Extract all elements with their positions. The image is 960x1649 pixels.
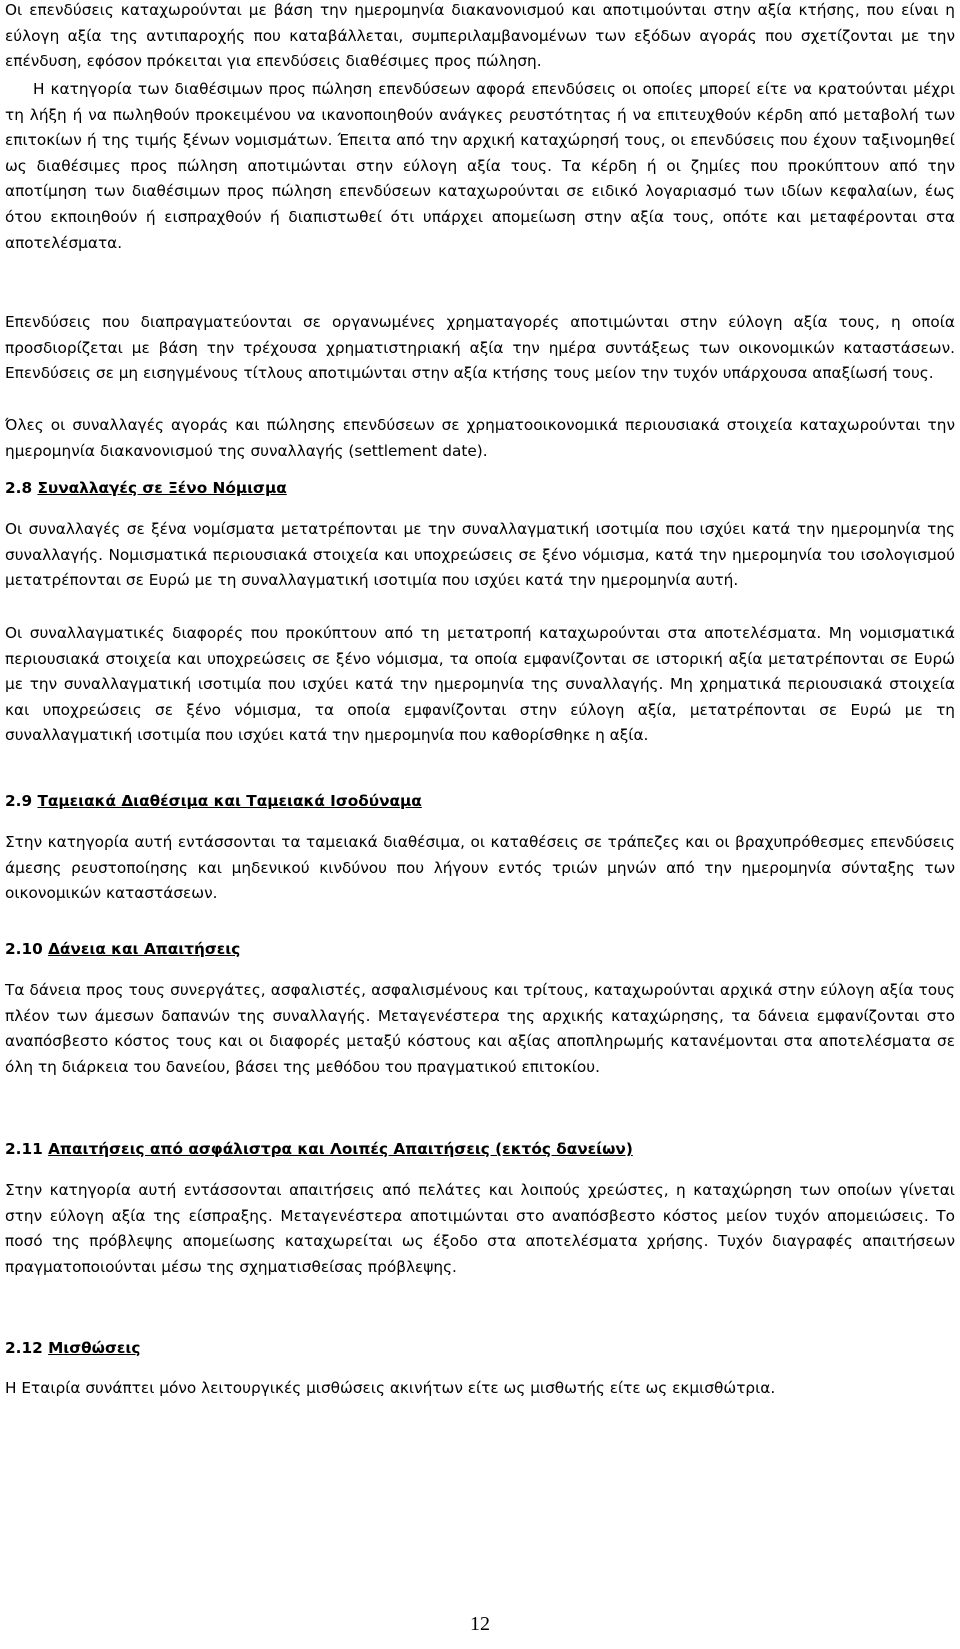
paragraph-loans: Τα δάνεια προς τους συνεργάτες, ασφαλιστές, ασφαλισμένους και τρίτους, καταχωρούνται αρχικά στην εύλογη αξία τους πλέον των άμεσων δαπανών της συναλλαγής. Μεταγενέστερα της αρχικής καταχώρησης, τα δάνεια εμφανίζονται στο αναπόσβεστο κόστος τους και οι διαφορές μεταξύ κόστους και αξίας αποπληρωμής κατανέμονται στα αποτελέσματα σε όλη τη διάρκεια του δανείου, βάσει της μεθόδου του πραγματικού επιτοκίου. (5, 981, 955, 1076)
heading-number: 2.12 (5, 1339, 49, 1357)
paragraph-investments-recognition: Οι επενδύσεις καταχωρούνται με βάση την ημερομηνία διακανονισμού και αποτιμούνται στην αξία κτήσης, που είναι η εύλογη αξία της αντιπαροχής που καταβάλλεται, συμπεριλαμβανομένων των εξόδων αγοράς που σχετίζονται με την επένδυση, εφόσον πρόκειται για επενδύσεις διαθέσιμες προς πώληση. (5, 1, 955, 71)
paragraph-receivables: Στην κατηγορία αυτή εντάσσονται απαιτήσεις από πελάτες και λοιπούς χρεώστες, η καταχώρηση των οποίων γίνεται στην εύλογη αξία της είσπραξης. Μεταγενέστερα αποτιμώνται στο αναπόσβεστο κόστος μείον τυχόν απομειώσεις. Το ποσό της πρόβλεψης απομείωσης καταχωρείται ως έξοδο στα αποτελέσματα χρήσης. Τυχόν διαγραφές απαιτήσεων πραγματοποιούνται μέσω της σχηματισθείσας πρόβλεψης. (5, 1181, 955, 1276)
page-number: 12 (470, 1613, 490, 1635)
paragraph-leases: Η Εταιρία συνάπτει μόνο λειτουργικές μισθώσεις ακινήτων είτε ως μισθωτής είτε ως εκμισθώτρια. (5, 1379, 776, 1397)
heading-2-8 (5, 476, 955, 502)
heading-number: 2.10 (5, 940, 49, 958)
heading-2-12 (5, 1336, 955, 1362)
heading-2-10 (5, 937, 955, 963)
heading-number: 2.8 (5, 479, 38, 497)
paragraph-settlement-date: Όλες οι συναλλαγές αγοράς και πώλησης επενδύσεων σε χρηματοοικονομικά περιουσιακά στοιχεία καταχωρούνται την ημερομηνία διακανονισμού της συναλλαγής (settlement date). (5, 416, 955, 460)
heading-title: Συναλλαγές σε Ξένο Νόμισμα (37, 479, 287, 497)
heading-title: Ταμειακά Διαθέσιμα και Ταμειακά Ισοδύναμα (37, 792, 422, 810)
heading-number: 2.11 (5, 1140, 49, 1158)
heading-title: Δάνεια και Απαιτήσεις (48, 940, 241, 958)
heading-title: Μισθώσεις (48, 1339, 141, 1357)
paragraph-available-for-sale: Η κατηγορία των διαθέσιμων προς πώληση επενδύσεων αφορά επενδύσεις οι οποίες μπορεί είτε να κρατούνται μέχρι τη λήξη ή να πωληθούν προκειμένου να ικανοποιηθούν ανάγκες ρευστότητας ή να επιτευχθούν κέρδη από μεταβολή των επιτοκίων ή της τιμής ξένων νομισμάτων. Έπειτα από την αρχική καταχώρησή τους, οι επενδύσεις που έχουν ταξινομηθεί ως διαθέσιμες προς πώληση αποτιμώνται στην εύλογη αξία τους. Τα κέρδη ή οι ζημίες που προκύπτουν από την αποτίμηση των διαθέσιμων προς πώληση επενδύσεων καταχωρούνται σε ειδικό λογαριασμό των ιδίων κεφαλαίων, έως ότου εκποιηθούν ή εισπραχθούν ή διαπιστωθεί ότι υπάρχει απομείωση στην αξία τους, οπότε και μεταφέρονται στα αποτελέσματα. (5, 80, 955, 252)
paragraph-exchange-differences: Οι συναλλαγματικές διαφορές που προκύπτουν από τη μετατροπή καταχωρούνται στα αποτελέσματα. Μη νομισματικά περιουσιακά στοιχεία και υποχρεώσεις σε ξένο νόμισμα, τα οποία εμφανίζονται σε ιστορική αξία μετατρέπονται σε Ευρώ με την συναλλαγματική ισοτιμία που ισχύει κατά την ημερομηνία της συναλλαγής. Μη χρηματικά περιουσιακά στοιχεία και υποχρεώσεις σε ξένο νόμισμα, τα οποία εμφανίζονται στην εύλογη αξία, μετατρέπονται σε Ευρώ με τη συναλλαγματική ισοτιμία που ισχύει κατά την ημερομηνία που καθορίσθηκε η αξία. (5, 624, 955, 745)
heading-title: Απαιτήσεις από ασφάλιστρα και Λοιπές Απαιτήσεις (εκτός δανείων) (48, 1140, 633, 1158)
paragraph-cash-equivalents: Στην κατηγορία αυτή εντάσσονται τα ταμειακά διαθέσιμα, οι καταθέσεις σε τράπεζες και οι βραχυπρόθεσμες επενδύσεις άμεσης ρευστοποίησης και μηδενικού κινδύνου που λήγουν εντός τριών μηνών από την ημερομηνία σύνταξης των οικονομικών καταστάσεων. (5, 833, 955, 903)
heading-2-9 (5, 789, 955, 815)
paragraph-foreign-currency-transactions: Οι συναλλαγές σε ξένα νομίσματα μετατρέπονται με την συναλλαγματική ισοτιμία που ισχύει κατά την ημερομηνία της συναλλαγής. Νομισματικά περιουσιακά στοιχεία και υποχρεώσεις σε ξένο νόμισμα, κατά την ημερομηνία του ισολογισμού μετατρέπονται σε Ευρώ με τη συναλλαγματική ισοτιμία που ισχύει κατά την ημερομηνία αυτή. (5, 520, 955, 590)
heading-number: 2.9 (5, 792, 38, 810)
heading-2-11 (5, 1137, 955, 1163)
paragraph-traded-investments: Επενδύσεις που διαπραγματεύονται σε οργανωμένες χρηματαγορές αποτιμώνται στην εύλογη αξία τους, η οποία προσδιορίζεται με βάση την τρέχουσα χρηματιστηριακή αξία την ημέρα συντάξεως των οικονομικών καταστάσεων. Επενδύσεις σε μη εισηγμένους τίτλους αποτιμώνται στην αξία κτήσης τους μείον την τυχόν υπάρχουσα απαξίωσή τους. (5, 313, 955, 383)
